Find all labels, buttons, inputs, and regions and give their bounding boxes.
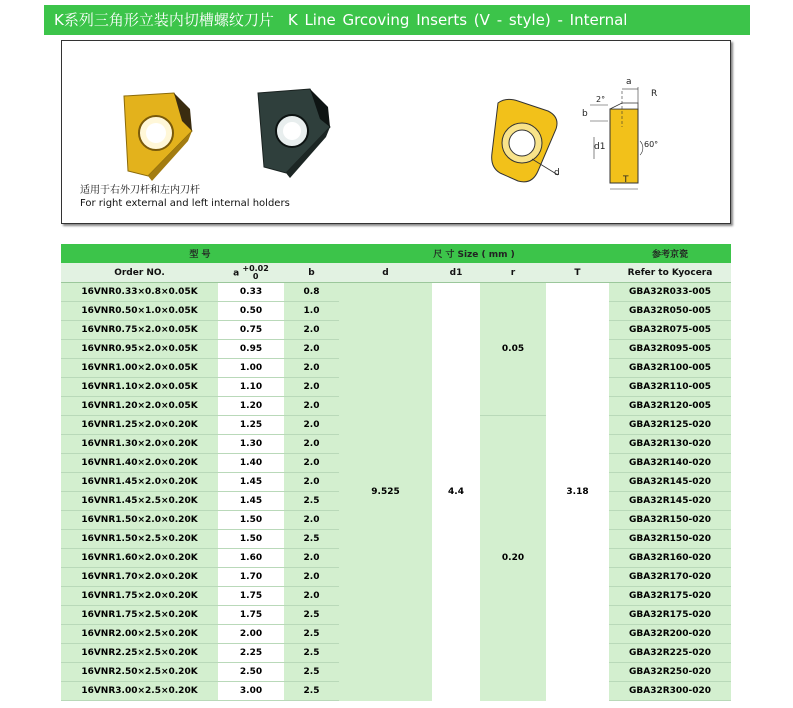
cell-kyocera-ref: GBA32R170-020 [609, 568, 731, 587]
cell-a: 2.25 [218, 644, 284, 663]
cell-a: 1.30 [218, 435, 284, 454]
insert-side-view-diagram [582, 77, 658, 189]
cell-order-no: 16VNR1.75×2.0×0.20K [61, 587, 218, 606]
cell-kyocera-ref: GBA32R175-020 [609, 606, 731, 625]
col-header-d1: d1 [432, 263, 480, 283]
dim-label-R: R [651, 89, 658, 99]
a-tol-top: +0.02 [242, 263, 269, 273]
cell-T: 3.18 [546, 283, 609, 701]
cell-b: 2.0 [284, 454, 339, 473]
cell-kyocera-ref: GBA32R140-020 [609, 454, 731, 473]
cell-a: 1.75 [218, 606, 284, 625]
cell-b: 2.0 [284, 378, 339, 397]
cell-b: 2.5 [284, 644, 339, 663]
figure-caption-cn: 适用于右外刀杆和左内刀杆 [80, 185, 200, 196]
cell-b: 1.0 [284, 302, 339, 321]
insert-spec-table [61, 244, 731, 701]
cell-kyocera-ref: GBA32R175-020 [609, 587, 731, 606]
cell-order-no: 16VNR1.20×2.0×0.05K [61, 397, 218, 416]
cell-kyocera-ref: GBA32R100-005 [609, 359, 731, 378]
table-body [61, 283, 731, 701]
col-header-ref: Refer to Kyocera [609, 263, 731, 283]
cell-b: 0.8 [284, 283, 339, 302]
cell-order-no: 16VNR1.70×2.0×0.20K [61, 568, 218, 587]
cell-a: 0.95 [218, 340, 284, 359]
cell-b: 2.0 [284, 511, 339, 530]
cell-a: 1.20 [218, 397, 284, 416]
cell-a: 1.40 [218, 454, 284, 473]
figure-caption-en: For right external and left internal holders [80, 198, 290, 209]
cell-order-no: 16VNR2.50×2.5×0.20K [61, 663, 218, 682]
insert-top-view-diagram [492, 99, 560, 181]
cell-order-no: 16VNR1.45×2.0×0.20K [61, 473, 218, 492]
cell-b: 2.0 [284, 340, 339, 359]
cell-kyocera-ref: GBA32R300-020 [609, 682, 731, 701]
dim-label-a: a [626, 77, 632, 87]
cell-kyocera-ref: GBA32R130-020 [609, 435, 731, 454]
cell-kyocera-ref: GBA32R250-020 [609, 663, 731, 682]
col-header-T: T [546, 263, 609, 283]
cell-a: 2.50 [218, 663, 284, 682]
cell-kyocera-ref: GBA32R160-020 [609, 549, 731, 568]
table-group-header-row [61, 244, 731, 263]
gold-insert-image [124, 93, 192, 181]
cell-order-no: 16VNR1.60×2.0×0.20K [61, 549, 218, 568]
cell-a: 1.75 [218, 587, 284, 606]
cell-b: 2.0 [284, 549, 339, 568]
dim-label-60deg: 60° [644, 140, 659, 149]
group-header-model: 型 号 [61, 244, 339, 263]
cell-kyocera-ref: GBA32R200-020 [609, 625, 731, 644]
a-tol-bottom: 0 [252, 271, 259, 281]
page-title-cn: K系列三角形立装内切槽螺纹刀片 [54, 11, 274, 29]
col-header-a-label: a [233, 268, 240, 278]
col-header-a-tolerance [242, 265, 268, 281]
cell-r-group2: 0.20 [480, 416, 546, 701]
cell-kyocera-ref: GBA32R225-020 [609, 644, 731, 663]
cell-b: 2.5 [284, 625, 339, 644]
col-header-r: r [480, 263, 546, 283]
col-header-a [218, 263, 284, 283]
cell-a: 2.00 [218, 625, 284, 644]
col-header-d: d [339, 263, 432, 283]
cell-a: 0.50 [218, 302, 284, 321]
cell-kyocera-ref: GBA32R050-005 [609, 302, 731, 321]
cell-b: 2.0 [284, 435, 339, 454]
cell-order-no: 16VNR1.50×2.0×0.20K [61, 511, 218, 530]
cell-a: 1.50 [218, 511, 284, 530]
cell-order-no: 16VNR2.25×2.5×0.20K [61, 644, 218, 663]
cell-kyocera-ref: GBA32R125-020 [609, 416, 731, 435]
cell-a: 1.60 [218, 549, 284, 568]
cell-a: 1.25 [218, 416, 284, 435]
cell-b: 2.5 [284, 492, 339, 511]
col-header-b: b [284, 263, 339, 283]
dim-label-b: b [582, 109, 588, 119]
cell-a: 1.00 [218, 359, 284, 378]
cell-kyocera-ref: GBA32R145-020 [609, 473, 731, 492]
cell-order-no: 16VNR1.40×2.0×0.20K [61, 454, 218, 473]
page-title [54, 9, 627, 30]
cell-b: 2.0 [284, 473, 339, 492]
cell-a: 1.70 [218, 568, 284, 587]
page-title-en: K Line Grcoving Inserts (V - style) - Internal [287, 11, 628, 29]
product-figure-panel [61, 40, 731, 224]
cell-b: 2.5 [284, 663, 339, 682]
cell-kyocera-ref: GBA32R075-005 [609, 321, 731, 340]
group-header-ref: 参考京瓷 [609, 244, 731, 263]
cell-order-no: 16VNR1.25×2.0×0.20K [61, 416, 218, 435]
table-row [61, 283, 731, 302]
cell-a: 1.10 [218, 378, 284, 397]
cell-order-no: 16VNR0.95×2.0×0.05K [61, 340, 218, 359]
cell-d1: 4.4 [432, 283, 480, 701]
cell-b: 2.0 [284, 359, 339, 378]
cell-kyocera-ref: GBA32R120-005 [609, 397, 731, 416]
group-header-size: 尺 寸 Size ( mm ) [339, 244, 609, 263]
cell-r-group1: 0.05 [480, 283, 546, 416]
cell-kyocera-ref: GBA32R145-020 [609, 492, 731, 511]
dim-label-T: T [623, 175, 629, 185]
cell-order-no: 16VNR0.50×1.0×0.05K [61, 302, 218, 321]
cell-b: 2.0 [284, 587, 339, 606]
cell-order-no: 16VNR1.30×2.0×0.20K [61, 435, 218, 454]
cell-a: 1.45 [218, 492, 284, 511]
cell-b: 2.5 [284, 682, 339, 701]
cell-kyocera-ref: GBA32R033-005 [609, 283, 731, 302]
cell-a: 0.75 [218, 321, 284, 340]
cell-a: 0.33 [218, 283, 284, 302]
cell-kyocera-ref: GBA32R150-020 [609, 530, 731, 549]
cell-b: 2.0 [284, 321, 339, 340]
table-column-header-row [61, 263, 731, 283]
cell-b: 2.5 [284, 606, 339, 625]
cell-d: 9.525 [339, 283, 432, 701]
dim-label-d: d [554, 168, 560, 178]
cell-a: 1.50 [218, 530, 284, 549]
cell-order-no: 16VNR0.75×2.0×0.05K [61, 321, 218, 340]
cell-b: 2.0 [284, 397, 339, 416]
dim-label-angle: 2° [596, 95, 606, 104]
cell-order-no: 16VNR3.00×2.5×0.20K [61, 682, 218, 701]
cell-order-no: 16VNR1.75×2.5×0.20K [61, 606, 218, 625]
cell-a: 1.45 [218, 473, 284, 492]
cell-order-no: 16VNR2.00×2.5×0.20K [61, 625, 218, 644]
cell-kyocera-ref: GBA32R110-005 [609, 378, 731, 397]
cell-order-no: 16VNR0.33×0.8×0.05K [61, 283, 218, 302]
dim-label-d1: d1 [594, 142, 606, 152]
cell-b: 2.0 [284, 568, 339, 587]
cell-order-no: 16VNR1.45×2.5×0.20K [61, 492, 218, 511]
coated-insert-image [258, 89, 330, 178]
col-header-order: Order NO. [61, 263, 218, 283]
cell-b: 2.0 [284, 416, 339, 435]
cell-kyocera-ref: GBA32R150-020 [609, 511, 731, 530]
figure-caption [80, 184, 290, 210]
cell-order-no: 16VNR1.00×2.0×0.05K [61, 359, 218, 378]
cell-a: 3.00 [218, 682, 284, 701]
cell-kyocera-ref: GBA32R095-005 [609, 340, 731, 359]
cell-order-no: 16VNR1.10×2.0×0.05K [61, 378, 218, 397]
cell-order-no: 16VNR1.50×2.5×0.20K [61, 530, 218, 549]
cell-b: 2.5 [284, 530, 339, 549]
